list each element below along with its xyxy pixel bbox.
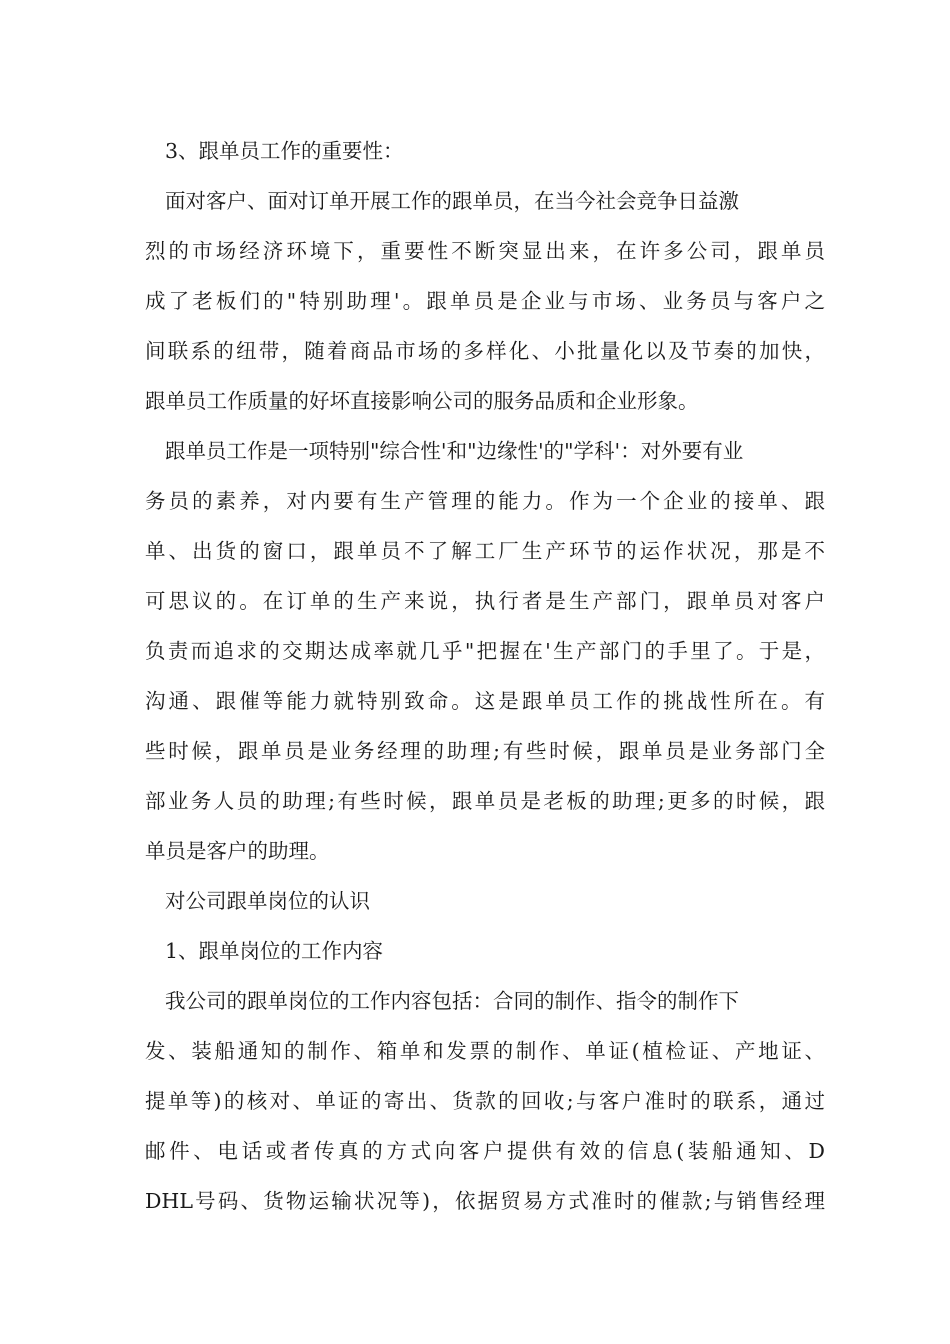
- paragraph-line: DHL号码、货物运输状况等)，依据贸易方式准时的催款;与销售经理: [145, 1189, 825, 1213]
- paragraph-line: 间联系的纽带，随着商品市场的多样化、小批量化以及节奏的加快，: [145, 339, 825, 363]
- paragraph-line: 可思议的。在订单的生产来说，执行者是生产部门，跟单员对客户: [145, 589, 825, 613]
- paragraph-line: 务员的素养，对内要有生产管理的能力。作为一个企业的接单、跟: [145, 489, 825, 513]
- paragraph-line: 提单等)的核对、单证的寄出、货款的回收;与客户准时的联系，通过: [145, 1089, 825, 1113]
- paragraph-line: 发、装船通知的制作、箱单和发票的制作、单证(植检证、产地证、: [145, 1039, 825, 1063]
- paragraph-line: 我公司的跟单岗位的工作内容包括：合同的制作、指令的制作下: [165, 989, 739, 1013]
- paragraph-line: 负责而追求的交期达成率就几乎"把握在'生产部门的手里了。于是，: [145, 639, 825, 663]
- paragraph-line: 单员是客户的助理。: [145, 839, 330, 863]
- paragraph-line: 邮件、电话或者传真的方式向客户提供有效的信息(装船通知、D: [145, 1139, 825, 1163]
- paragraph-line: 面对客户、面对订单开展工作的跟单员，在当今社会竞争日益激: [165, 189, 739, 213]
- paragraph-line: 跟单员工作质量的好坏直接影响公司的服务品质和企业形象。: [145, 389, 699, 413]
- paragraph-line: 单、出货的窗口，跟单员不了解工厂生产环节的运作状况，那是不: [145, 539, 825, 563]
- paragraph-line: 成了老板们的"特别助理'。跟单员是企业与市场、业务员与客户之: [145, 289, 825, 313]
- paragraph-line: 沟通、跟催等能力就特别致命。这是跟单员工作的挑战性所在。有: [145, 689, 825, 713]
- section-heading-content: 1、跟单岗位的工作内容: [165, 939, 384, 963]
- paragraph-line: 跟单员工作是一项特别"综合性'和"边缘性'的"学科'：对外要有业: [165, 439, 744, 463]
- paragraph-line: 烈的市场经济环境下，重要性不断突显出来，在许多公司，跟单员: [145, 239, 825, 263]
- paragraph-line: 些时候，跟单员是业务经理的助理;有些时候，跟单员是业务部门全: [145, 739, 825, 763]
- section-heading-recognition: 对公司跟单岗位的认识: [165, 889, 370, 913]
- paragraph-line: 部业务人员的助理;有些时候，跟单员是老板的助理;更多的时候，跟: [145, 789, 825, 813]
- section-heading-importance: 3、跟单员工作的重要性：: [165, 139, 404, 163]
